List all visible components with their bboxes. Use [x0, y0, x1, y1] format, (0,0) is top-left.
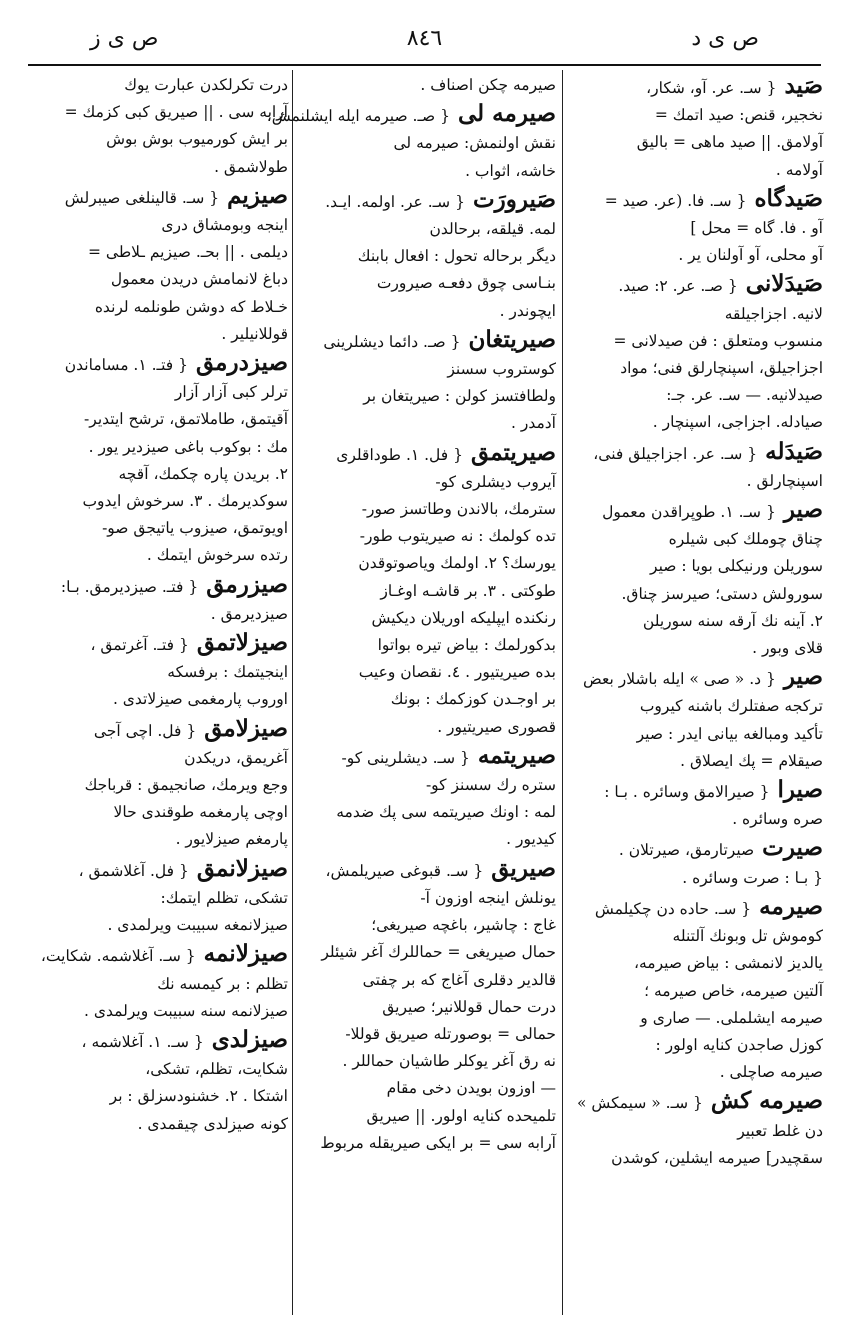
definition-text: كوزل صاجدن كنايه اولور :	[655, 1035, 823, 1054]
definition-text: { فل. آغلاشمق ،	[78, 861, 189, 880]
definition-text: قلاى وبور .	[752, 639, 823, 658]
headword: صَيرورَت	[464, 185, 556, 213]
entry-line	[30, 826, 288, 853]
entry-line	[298, 1103, 556, 1130]
definition-text: يالديز لانمشى : بياض صيرمه،	[633, 954, 823, 973]
definition-text: سورولش دستى؛ صيرسز چناق.	[621, 584, 823, 603]
entry-line	[30, 1083, 288, 1110]
entry-line	[298, 326, 556, 356]
entry-line	[30, 799, 288, 826]
entry-line	[298, 383, 556, 410]
definition-text: ديلمى . || بحـ. صيزيم ـلاطى =	[87, 243, 288, 262]
entry-line	[298, 523, 556, 550]
headword: صيريتمق	[463, 438, 556, 466]
definition-text: { سـ. ١. آغلاشمه ،	[81, 1032, 204, 1051]
definition-text: { سـ. عر. اولمه. ايـد.	[325, 192, 465, 211]
definition-text: غاج : چاشير، باغچه صيريغى؛	[371, 916, 556, 935]
definition-text: صيرمه ايشلملى. — صارى و	[640, 1008, 823, 1027]
dictionary-entry	[30, 855, 288, 940]
entry-line	[30, 772, 288, 799]
entry-line	[568, 693, 823, 720]
headword: صير	[775, 663, 823, 691]
definition-text: صيرمه صاچلى .	[719, 1063, 823, 1082]
entry-line	[30, 885, 288, 912]
entry-line	[298, 912, 556, 939]
entry-line	[568, 382, 823, 409]
definition-text: آرابه سى . || صيريق كبى كزمك =	[64, 103, 288, 122]
definition-text: آلتين صيرمه، خاص صيرمه ؛	[644, 981, 823, 1000]
entry-line	[568, 553, 823, 580]
entry-line	[568, 581, 823, 608]
definition-text: صيادله. اجزاجى، اسپنچار .	[652, 413, 823, 432]
entry-line	[568, 1059, 823, 1086]
entry-line	[30, 154, 288, 181]
definition-text: طوكتى . ٣. بر قاشـه اوغـاز	[380, 581, 556, 600]
entry-line	[298, 1075, 556, 1102]
definition-text: دباغ لانمامش دريدن معمول	[110, 270, 288, 289]
entry-line	[568, 1032, 823, 1059]
entry-line	[568, 215, 823, 242]
definition-text: لمه. قيلقه، برحالدن	[429, 220, 556, 239]
entry-line	[298, 158, 556, 185]
definition-text: لمه : اونك صيريتمه سى پك ضدمه	[336, 803, 556, 822]
entry-line	[298, 216, 556, 243]
entry-line	[298, 496, 556, 523]
definition-text: صيقلام = پك ايصلاق .	[680, 751, 823, 770]
definition-text: ٢. آينه نك آرقه سنه سوريلن	[642, 611, 823, 630]
definition-text: سوكديرمك . ٣. سرخوش ايدوب	[82, 492, 288, 511]
definition-text: تركجه صفتلرك باشنه كيروب	[639, 697, 823, 716]
entry-line	[298, 72, 556, 99]
dictionary-entry	[30, 349, 288, 570]
entry-line	[568, 893, 823, 923]
entry-line	[298, 130, 556, 157]
entry-line	[298, 994, 556, 1021]
definition-text: صيرمه چكن اصناف .	[420, 76, 556, 94]
header-right-letters: ص ى د	[691, 26, 759, 51]
definition-text: تظلم : بر كيمسه نك	[157, 974, 288, 993]
entry-line	[30, 379, 288, 406]
entry-line	[568, 776, 823, 806]
definition-text: شكايت، تظلم، تشكى،	[145, 1060, 288, 1079]
entry-line	[568, 608, 823, 635]
column-left	[30, 72, 288, 1312]
entry-line	[30, 998, 288, 1025]
definition-text: صيدلانيه. — سـ. عر. جـ:	[666, 386, 823, 405]
definition-text: چناق چوملك كبى شيلره	[668, 530, 823, 549]
definition-text: بده صيريتيور . ٤. نقصان وعيب	[358, 663, 556, 682]
definition-text: حمالى = بوصورتله صيريق قوللا-	[345, 1024, 556, 1043]
dictionary-entry	[568, 776, 823, 833]
dictionary-entry	[298, 855, 556, 1157]
entry-line	[30, 629, 288, 659]
dictionary-entry	[568, 270, 823, 436]
dictionary-entry	[568, 834, 823, 891]
entry-line	[568, 355, 823, 382]
entry-line	[30, 940, 288, 970]
entry-line	[298, 659, 556, 686]
entry-line	[298, 1130, 556, 1157]
definition-text: { د. « صى » ايله باشلار بعض	[583, 670, 776, 689]
definition-text: ايچوندر .	[499, 301, 556, 320]
dictionary-entry	[568, 893, 823, 1086]
headword: صَيدگاه	[746, 184, 823, 212]
dictionary-entry	[298, 326, 556, 438]
entry-line	[298, 632, 556, 659]
definition-text: قوللانيلير .	[221, 324, 288, 343]
column-divider-left	[292, 70, 293, 1315]
column-divider-right	[562, 70, 563, 1315]
entry-line	[568, 635, 823, 662]
entry-line	[298, 772, 556, 799]
entry-line	[568, 129, 823, 156]
definition-text: ترلر كبى آزار آزار	[174, 383, 288, 402]
entry-line	[30, 1026, 288, 1056]
entry-line	[30, 266, 288, 293]
definition-text: آرابه سى = بر ايكى صيريقله مربوط	[320, 1133, 556, 1152]
entry-line	[30, 406, 288, 433]
column-middle	[266, 72, 556, 1312]
headword: صَيد	[776, 72, 823, 99]
definition-text: { سـ. قالينلغى صيبرلش	[64, 188, 220, 207]
headword: صيزلامق	[196, 714, 288, 742]
definition-text: سقچيدر] صيرمه ايشلين، كوشدن	[611, 1148, 823, 1167]
definition-text: كونه صيزلدى چيقمدى .	[137, 1114, 288, 1133]
definition-text: { سـ. قبوغى صيريلمش،	[325, 861, 484, 880]
definition-text: حمال صيريغى = حماللرك آغر شيئلر	[321, 943, 556, 962]
headword: صيرت	[754, 834, 823, 862]
entry-line	[298, 1048, 556, 1075]
entry-line	[298, 855, 556, 885]
definition-text: بر اوجـدن كوزكمك : بونك	[390, 690, 556, 709]
definition-text: { فل. ١. طوداقلرى	[336, 445, 463, 464]
entry-line	[30, 126, 288, 153]
definition-text: { بـا : صرت وسائره .	[682, 868, 823, 887]
entry-line	[30, 686, 288, 713]
entry-line	[568, 301, 823, 328]
definition-text: آدمدر .	[511, 414, 556, 433]
entry-line	[298, 826, 556, 853]
headword: صيرمه لى	[449, 100, 556, 128]
definition-text: ديگر برحاله تحول : افعال بابنك	[357, 247, 556, 266]
headword: صيرا	[769, 776, 823, 804]
headword: صيزلانمه	[195, 940, 288, 968]
entry-line	[298, 243, 556, 270]
page-number: ٨٤٦	[406, 26, 443, 51]
entry-line	[568, 950, 823, 977]
headword: صَيدَله	[757, 437, 823, 465]
definition-text: { فتـ. آغرتمق ،	[90, 636, 189, 655]
dictionary-entry	[568, 496, 823, 662]
definition-text: صيزلانمغه سبيبت ويرلمدى .	[107, 916, 288, 935]
definition-text: خـلاط كه دوشن طونلمه لرنده	[94, 297, 288, 316]
definition-text: اوچى پارمغمه طوقندى حالا	[113, 803, 288, 822]
entry-line	[568, 1005, 823, 1032]
entry-line	[568, 468, 823, 495]
definition-text: يونلش اينجه اوزون آ-	[420, 888, 556, 907]
entry-line	[298, 410, 556, 437]
entry-line	[298, 298, 556, 325]
entry-line	[568, 526, 823, 553]
definition-text: { سـ. آغلاشمه. شكايت،	[40, 947, 196, 966]
definition-text: ولطافتسز كولن : صيريتغان بر	[363, 387, 556, 406]
headword: صيزيم	[219, 181, 288, 209]
entry-line	[298, 605, 556, 632]
entry-line	[30, 294, 288, 321]
entry-line	[30, 72, 288, 99]
definition-text: تده كولمك : نه صيريتوب طور-	[359, 527, 556, 546]
entry-line	[298, 439, 556, 469]
definition-text: كوستروب سسنز	[447, 360, 556, 379]
definition-text: { سـ. « سيمكش »	[576, 1094, 703, 1113]
entry-line	[568, 409, 823, 436]
entry-line	[568, 1145, 823, 1172]
entry-line	[30, 488, 288, 515]
entry-line	[266, 100, 556, 130]
entry-line	[568, 748, 823, 775]
definition-text: بدكورلمك : بياض تيره بواتوا	[377, 636, 556, 655]
entry-line	[568, 242, 823, 269]
dictionary-entry	[30, 940, 288, 1025]
dictionary-entry	[298, 186, 556, 325]
definition-text: ٢. بريدن پاره چكمك، آقچه	[118, 464, 288, 483]
definition-text: { سـ. فا. (عر. صيد =	[604, 191, 747, 210]
definition-text: اينجه وبومشاق درى	[161, 216, 288, 235]
entry-line	[568, 1118, 823, 1145]
entry-line	[30, 239, 288, 266]
definition-text: نقش اولنمش: صيرمه لى	[393, 134, 556, 153]
dictionary-entry	[266, 100, 556, 185]
definition-text: كيديور .	[506, 830, 556, 849]
entry-line	[30, 571, 288, 601]
entry-line	[568, 102, 823, 129]
headword: صَيدَلانى	[737, 270, 823, 298]
entry-line	[30, 659, 288, 686]
definition-text: كوموش تل وبونك آلتنله	[672, 927, 823, 946]
definition-text: ستره رك سسنز كو-	[425, 776, 556, 795]
definition-text: تأكيد ومبالغه بيانى ايدر : صير	[636, 724, 823, 743]
definition-text: اويوتمق، صيزوب ياتيجق صو-	[102, 519, 288, 538]
definition-text: تشكى، تظلم ايتمك:	[160, 888, 288, 907]
definition-text: { صـ. صيرمه ايله ايشلنمش،	[266, 107, 450, 126]
entry-line	[568, 328, 823, 355]
entry-line	[30, 212, 288, 239]
definition-text: طولاشمق .	[214, 157, 288, 176]
entry-line	[30, 912, 288, 939]
definition-text: { صـ. عر. ٢: صيد.	[618, 277, 738, 296]
entry-line	[30, 855, 288, 885]
headword: صيزدرمق	[187, 349, 288, 377]
definition-text: قالدير دقلرى آغاج كه بر چفتى	[362, 970, 556, 989]
dictionary-entry	[30, 1026, 288, 1138]
definition-text: بنـاسى چوق دفعـه صيرورت	[376, 274, 556, 293]
definition-text: سترمك، بالاندن وطاتسز صور-	[361, 500, 556, 519]
definition-text: يورسك؟ ٢. اولمك وياصوتوقدن	[358, 554, 556, 573]
definition-text: { صيرالامق وسائره . بـا :	[604, 783, 770, 802]
definition-text: سوريلن ورنيكلى بويا : صير	[650, 557, 823, 576]
entry-line	[298, 714, 556, 741]
column-right	[568, 72, 823, 1312]
definition-text: صيزلانمه سنه سبيبت ويرلمدى .	[84, 1001, 288, 1020]
definition-text: آغريمق، دريكدن	[184, 748, 288, 767]
definition-text: رتده سرخوش ايتمك .	[146, 546, 288, 565]
definition-text: مك : بوكوب باغى صيزدير يور .	[88, 437, 288, 456]
definition-text: بر ايش كورميوب بوش بوش	[106, 130, 288, 149]
definition-text: اوروب پارمغمى صيزلاتدى .	[112, 690, 288, 709]
entry-line	[298, 578, 556, 605]
entry-line	[30, 99, 288, 126]
entry-line	[30, 515, 288, 542]
definition-text: — اوزون بويدن دخى مقام	[386, 1079, 556, 1098]
entry-line	[30, 434, 288, 461]
definition-text: { سـ. حاده دن چكيلمش	[594, 899, 752, 918]
definition-text: تلميحده كنايه اولور. || صيريق	[366, 1106, 556, 1125]
entry-line	[30, 182, 288, 212]
entry-line	[30, 745, 288, 772]
entry-line	[30, 461, 288, 488]
entry-line	[298, 270, 556, 297]
definition-text: درت تكرلكدن عبارت يوك	[124, 76, 288, 94]
definition-text: آولامق. || صيد ماهى = باليق	[636, 133, 823, 152]
entry-line	[30, 971, 288, 998]
headword: صيرمه كش	[702, 1087, 823, 1115]
definition-text: اشتكا . ٢. خشنودسزلق : بر	[109, 1087, 288, 1106]
entry-line	[568, 157, 823, 184]
entry-line	[568, 270, 823, 300]
definition-text: { فتـ. ١. مساماندن	[64, 356, 188, 375]
entry-line	[568, 865, 823, 892]
entry-line	[30, 349, 288, 379]
entry-line	[30, 321, 288, 348]
dictionary-entry	[568, 185, 823, 270]
headword: صيريتغان	[460, 325, 556, 353]
definition-text: نخجير، قنص: صيد اتمك =	[654, 106, 823, 125]
headword: صيرمه	[751, 892, 823, 920]
headword: صيزرمق	[198, 570, 288, 598]
entry-line	[568, 185, 823, 215]
dictionary-entry	[568, 438, 823, 495]
definition-text: { سـ. ديشلرينى كو-	[341, 748, 470, 767]
definition-text: درت حمال قوللانير؛ صيريق	[382, 997, 556, 1016]
definition-text: آقيتمق، طاملاتمق، ترشح ايتدير-	[84, 410, 288, 429]
entry-line	[568, 496, 823, 526]
header-rule	[28, 64, 821, 66]
definition-text: صيزديرمق .	[210, 604, 288, 623]
entry-line	[568, 1087, 823, 1117]
entry-line	[30, 1111, 288, 1138]
dictionary-entry	[298, 742, 556, 854]
definition-text: صره وسائره .	[732, 810, 823, 829]
definition-text: لانيه. اجزاجيلقه	[724, 304, 823, 323]
entry-line	[298, 885, 556, 912]
definition-text: رنكنده ايپليكه اوريلان ديكيش	[371, 608, 556, 627]
definition-text: { صـ. دائما ديشلرينى	[323, 332, 461, 351]
entry-line	[298, 186, 556, 216]
entry-line	[298, 799, 556, 826]
entry-line	[298, 550, 556, 577]
definition-text: { سـ. عر. اجزاجيلق فنى،	[593, 444, 758, 463]
entry-line	[298, 967, 556, 994]
entry-line	[298, 1021, 556, 1048]
definition-text: آو محلى، آو آولنان ير .	[678, 246, 823, 265]
headword: صيريق	[483, 854, 556, 882]
dictionary-entry	[30, 72, 288, 181]
entry-line	[298, 742, 556, 772]
dictionary-entry	[30, 715, 288, 854]
definition-text: اسپنچارلق .	[746, 471, 823, 490]
headword: صيزلاتمق	[188, 629, 288, 657]
entry-line	[30, 1056, 288, 1083]
entry-line	[298, 356, 556, 383]
definition-text: { فل. اچى آجى	[93, 721, 197, 740]
entry-line	[298, 939, 556, 966]
definition-text: وجع ويرمك، صانجيمق : قرباجك	[84, 776, 288, 795]
page-header	[30, 26, 819, 60]
entry-line	[298, 686, 556, 713]
dictionary-entry	[568, 1087, 823, 1172]
dictionary-entry	[298, 439, 556, 741]
entry-line	[30, 542, 288, 569]
entry-line	[30, 715, 288, 745]
header-left-letters: ص ى ز	[90, 26, 159, 51]
definition-text: { سـ. ١. طوپراقدن معمول	[602, 503, 776, 522]
definition-text: صيرتارمق، صيرتلان .	[618, 841, 755, 860]
definition-text: { فتـ. صيزديرمق. بـا:	[60, 577, 199, 596]
entry-line	[30, 601, 288, 628]
entry-line	[568, 806, 823, 833]
definition-text: خاشه، اثواب .	[465, 161, 556, 180]
dictionary-entry	[298, 72, 556, 99]
definition-text: آو . فا. گاه = محل ]	[690, 219, 823, 238]
dictionary-entry	[568, 72, 823, 184]
definition-text: { سـ. عر. آو، شكار،	[646, 79, 777, 97]
definition-text: آيروب ديشلرى كو-	[435, 472, 556, 491]
definition-text: اجزاجيلق، اسپنچارلق فنى؛ مواد	[620, 359, 823, 378]
definition-text: آولامه .	[775, 160, 823, 179]
definition-text: اينجيتمك : برفسكه	[167, 663, 288, 682]
definition-text: پارمغم صيزلايور .	[175, 830, 288, 849]
headword: صير	[775, 496, 823, 524]
entry-line	[568, 834, 823, 864]
dictionary-entry	[30, 182, 288, 348]
dictionary-entry	[30, 629, 288, 714]
entry-line	[568, 721, 823, 748]
headword: صيريتمه	[469, 741, 556, 769]
definition-text: دن غلط تعبير	[737, 1121, 823, 1140]
entry-line	[568, 438, 823, 468]
definition-text: قصورى صيريتيور .	[437, 717, 556, 736]
definition-text: منسوب ومتعلق : فن صيدلانى =	[613, 331, 823, 350]
entry-line	[568, 72, 823, 102]
entry-line	[568, 663, 823, 693]
headword: صيزلانمق	[188, 854, 288, 882]
headword: صيزلدى	[203, 1025, 288, 1053]
entry-line	[568, 923, 823, 950]
definition-text: نه رق آغر يوكلر طاشيان حماللر .	[342, 1052, 556, 1071]
dictionary-entry	[568, 663, 823, 775]
dictionary-entry	[30, 571, 288, 628]
entry-line	[568, 978, 823, 1005]
entry-line	[298, 469, 556, 496]
